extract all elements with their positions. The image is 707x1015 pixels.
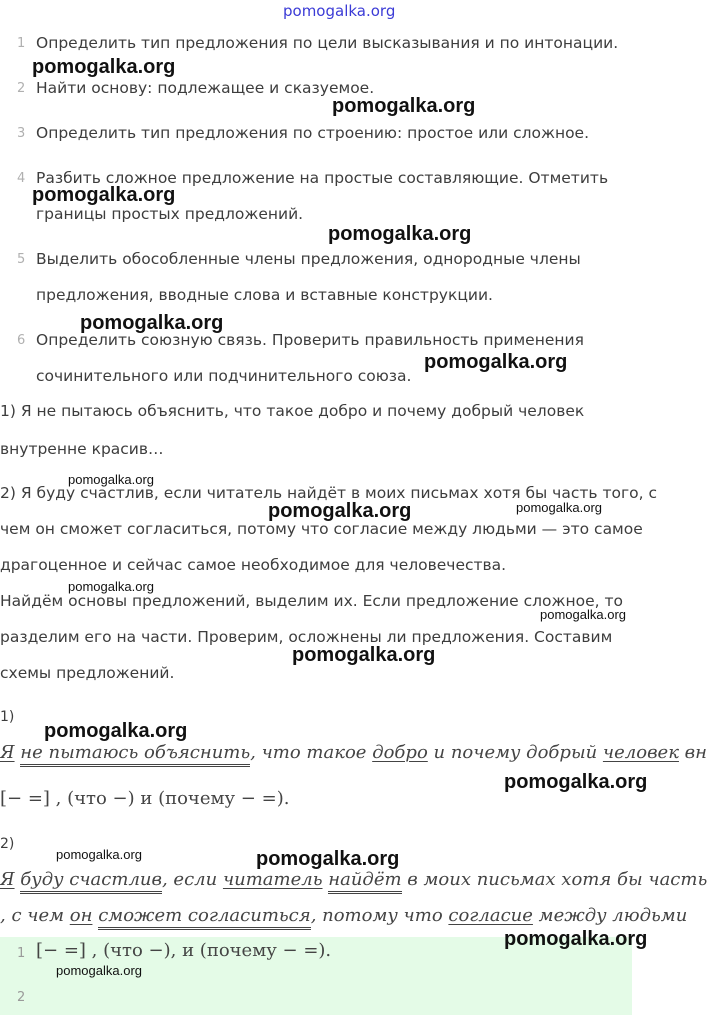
watermark: pomogalka.org (80, 312, 224, 334)
subject: Я (0, 742, 15, 763)
step-number: 4 (17, 171, 26, 186)
watermark: pomogalka.org (268, 500, 412, 522)
step-number: 6 (17, 333, 26, 348)
watermark: pomogalka.org (504, 771, 648, 793)
predicate: буду счастлив (20, 869, 162, 894)
text-fragment: , с чем (0, 905, 70, 926)
watermark: pomogalka.org (516, 500, 602, 515)
analysis-1-scheme: [− =] , (что −) и (почему − =). (0, 788, 290, 809)
watermark: pomogalka.org (328, 223, 472, 245)
watermark: pomogalka.org (540, 607, 626, 622)
step-text: Определить тип предложения по цели высказывания и по интонации. (36, 34, 619, 52)
text-fragment: , потому что (310, 905, 449, 926)
text-fragment: между людьми (532, 905, 688, 926)
subject: Я (0, 869, 15, 890)
step-number: 1 (17, 36, 26, 51)
watermark: pomogalka.org (256, 848, 400, 870)
site-link[interactable]: pomogalka.org (283, 2, 396, 20)
text-fragment: , что такое (250, 742, 373, 763)
step-text: Определить союзную связь. Проверить правильность применения (36, 331, 584, 349)
watermark: pomogalka.org (292, 644, 436, 666)
step-number: 3 (17, 126, 26, 141)
text-fragment: , если (161, 869, 223, 890)
step-number: 2 (17, 81, 26, 96)
instruction-line: разделим его на части. Проверим, осложнены ли предложения. Составим (0, 628, 613, 646)
predicate: найдёт (328, 869, 401, 894)
watermark: pomogalka.org (332, 95, 476, 117)
sentence-1-line: внутренне красив… (0, 440, 164, 458)
answer-row-number: 2 (17, 990, 26, 1005)
watermark: pomogalka.org (44, 720, 188, 742)
subject: добро (372, 742, 428, 763)
sentence-1-line: 1) Я не пытаюсь объяснить, что такое добро и почему добрый человек (0, 402, 585, 420)
watermark: pomogalka.org (68, 579, 154, 594)
watermark: pomogalka.org (32, 56, 176, 78)
step-text-continued: предложения, вводные слова и вставные конструкции. (36, 286, 493, 304)
text-fragment: в моих письмах хотя бы часть (401, 869, 707, 890)
watermark: pomogalka.org (504, 928, 648, 950)
subject: читатель (222, 869, 323, 890)
analysis-2-label: 2) (0, 836, 15, 852)
step-text: Разбить сложное предложение на простые составляющие. Отметить (36, 169, 609, 187)
analysis-2-sentence (0, 869, 707, 890)
answer-row-scheme: [− =] , (что −), и (почему − =). (36, 940, 332, 961)
text-fragment: вн (678, 742, 707, 763)
sentence-2-line: 2) Я буду счастлив, если читатель найдёт в моих письмах хотя бы часть того, с (0, 484, 657, 502)
predicate: не пытаюсь объяснить (20, 742, 250, 767)
watermark: pomogalka.org (32, 184, 176, 206)
analysis-2-sentence-continued (0, 905, 687, 926)
watermark: pomogalka.org (56, 963, 142, 978)
subject: человек (602, 742, 679, 763)
sentence-2-line: драгоценное и сейчас самое необходимое для человечества. (0, 556, 507, 574)
watermark: pomogalka.org (424, 351, 568, 373)
watermark: pomogalka.org (56, 847, 142, 862)
analysis-1-label: 1) (0, 709, 15, 725)
step-text: Определить тип предложения по строению: простое или сложное. (36, 124, 590, 142)
analysis-1-sentence (0, 742, 707, 763)
instruction-line: схемы предложений. (0, 664, 175, 682)
watermark: pomogalka.org (68, 472, 154, 487)
step-text-continued: границы простых предложений. (36, 205, 304, 223)
step-number: 5 (17, 252, 26, 267)
sentence-2-line: чем он сможет согласиться, потому что согласие между людьми — это самое (0, 520, 643, 538)
step-text-continued: сочинительного или подчинительного союза. (36, 367, 412, 385)
step-text: Выделить обособленные члены предложения, однородные члены (36, 250, 581, 268)
instruction-line: Найдём основы предложений, выделим их. Если предложение сложное, то (0, 592, 624, 610)
subject: он (69, 905, 93, 926)
text-fragment: и почему добрый (427, 742, 603, 763)
answer-row-number: 1 (17, 946, 26, 961)
predicate: сможет согласиться (98, 905, 311, 930)
step-text: Найти основу: подлежащее и сказуемое. (36, 79, 375, 97)
subject: согласие (448, 905, 533, 926)
